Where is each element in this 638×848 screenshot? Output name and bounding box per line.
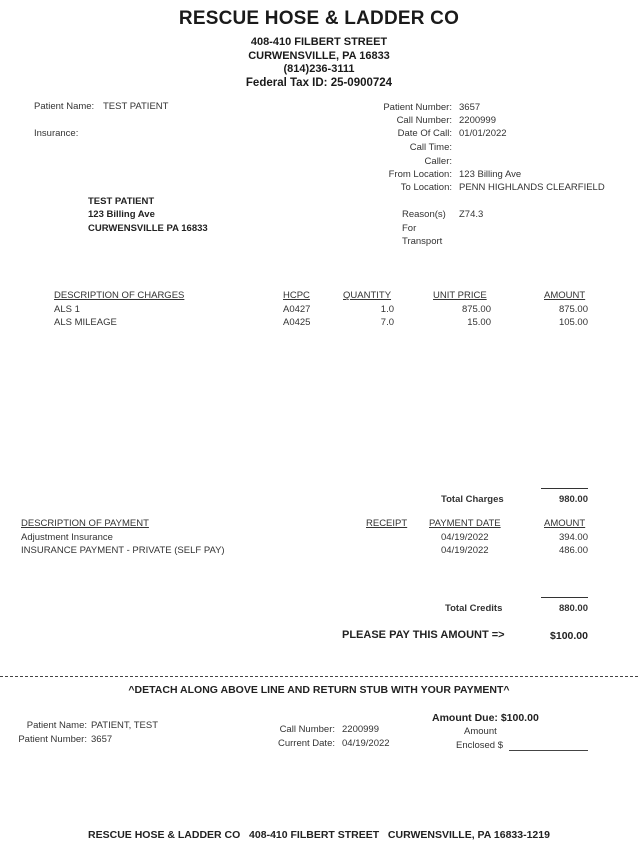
payments-header-description: DESCRIPTION OF PAYMENT [21,518,149,529]
call-number-label: Call Number: [396,115,452,126]
patient-name-label: Patient Name: [34,101,95,112]
stub-current-date-label: Current Date: [277,738,335,749]
charge-unit-price: 15.00 [467,317,491,328]
insurance-label: Insurance: [34,128,79,139]
date-of-call-value: 01/01/2022 [459,128,507,139]
stub-call-number-value: 2200999 [342,724,379,735]
call-number-value: 2200999 [459,115,496,126]
enclosed-amount-line [509,750,588,751]
company-street: 408-410 FILBERT STREET [250,36,388,48]
payment-description: INSURANCE PAYMENT - PRIVATE (SELF PAY) [21,545,225,556]
total-charges-rule [541,488,588,489]
charge-hcpc: A0425 [283,317,311,328]
company-phone: (814)236-3111 [283,63,355,75]
charges-header-amount: AMOUNT [544,290,586,301]
total-charges-value: 980.00 [558,494,588,505]
charge-quantity: 7.0 [380,317,394,328]
reasons-label-3: Transport [402,236,443,247]
from-location-value: 123 Billing Ave [459,169,522,180]
to-location-label: To Location: [400,182,452,193]
to-location-value: PENN HIGHLANDS CLEARFIELD [459,182,605,193]
stub-enclosed-label: Enclosed $ [456,740,504,751]
company-name: RESCUE HOSE & LADDER CO [178,8,460,29]
payment-date: 04/19/2022 [441,532,489,543]
charge-quantity: 1.0 [380,304,394,315]
from-location-label: From Location: [388,169,452,180]
total-credits-rule [541,597,588,598]
charges-header-description: DESCRIPTION OF CHARGES [54,290,185,301]
charge-unit-price: 875.00 [461,304,491,315]
payment-date: 04/19/2022 [441,545,489,556]
date-of-call-label: Date Of Call: [397,128,452,139]
detach-instruction: ^DETACH ALONG ABOVE LINE AND RETURN STUB WITH YOUR PAYMENT^ [128,684,510,696]
stub-current-date-value: 04/19/2022 [342,738,390,749]
stub-patient-name-label: Patient Name: [26,720,87,731]
reasons-label-2: For [402,223,417,234]
stub-patient-number-label: Patient Number: [18,734,87,745]
return-address: RESCUE HOSE & LADDER CO 408-410 FILBERT STREET CURWENSVILLE, PA 16833-1219 [88,829,550,841]
payments-header-receipt: RECEIPT [366,518,408,529]
address-line-1: TEST PATIENT [88,196,155,207]
balance-label: PLEASE PAY THIS AMOUNT => [342,629,505,641]
payments-header-date: PAYMENT DATE [429,518,501,529]
balance-amount: $100.00 [550,630,588,642]
total-charges-label: Total Charges [441,494,504,505]
stub-patient-number-value: 3657 [91,734,113,745]
caller-label: Caller: [424,156,452,167]
patient-name-value: TEST PATIENT [103,101,169,112]
stub-amount-label: Amount [464,726,497,737]
payment-description: Adjustment Insurance [21,532,113,543]
charges-header-quantity: QUANTITY [343,290,392,301]
charges-header-unit-price: UNIT PRICE [433,290,487,301]
patient-number-value: 3657 [459,102,481,113]
detach-line [0,676,638,677]
charge-amount: 105.00 [558,317,588,328]
reasons-value: Z74.3 [459,209,484,220]
company-tax-id: Federal Tax ID: 25-0900724 [245,77,393,89]
charges-header-hcpc: HCPC [283,290,310,301]
total-credits-label: Total Credits [445,603,503,614]
payment-amount: 486.00 [558,545,588,556]
payment-amount: 394.00 [558,532,588,543]
patient-number-label: Patient Number: [383,102,452,113]
charge-amount: 875.00 [558,304,588,315]
charge-description: ALS MILEAGE [54,317,117,328]
charge-hcpc: A0427 [283,304,311,315]
total-credits-value: 880.00 [558,603,588,614]
charge-description: ALS 1 [54,304,80,315]
company-city: CURWENSVILLE, PA 16833 [248,50,390,62]
address-line-3: CURWENSVILLE PA 16833 [88,223,208,234]
stub-amount-due: Amount Due: $100.00 [432,712,539,724]
stub-patient-name-value: PATIENT, TEST [91,720,159,731]
reasons-label-1: Reason(s) [402,209,446,220]
stub-call-number-label: Call Number: [279,724,335,735]
payments-header-amount: AMOUNT [544,518,586,529]
address-line-2: 123 Billing Ave [88,209,155,220]
call-time-label: Call Time: [409,142,452,153]
